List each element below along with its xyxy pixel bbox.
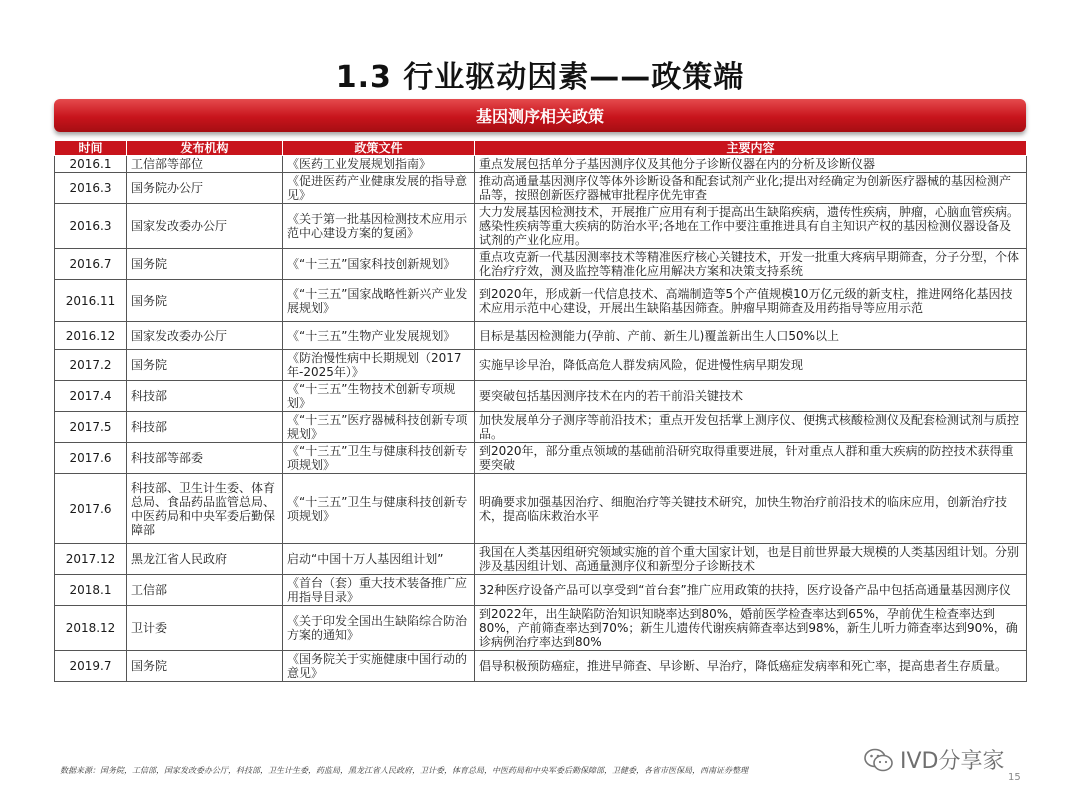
table-row xyxy=(55,350,1027,381)
cell-time: 2016.7 xyxy=(55,249,127,280)
cell-doc: 《“十三五”卫生与健康科技创新专项规划》 xyxy=(283,443,475,474)
cell-doc: 《关于印发全国出生缺陷综合防治方案的通知》 xyxy=(283,606,475,651)
cell-content: 重点发展包括单分子基因测序仪及其他分子诊断仪器在内的分析及诊断仪器 xyxy=(475,156,1027,173)
cell-doc: 《“十三五”国家科技创新规划》 xyxy=(283,249,475,280)
cell-org: 国务院 xyxy=(127,249,283,280)
table-row xyxy=(55,249,1027,280)
wechat-icon xyxy=(864,747,894,773)
cell-content: 到2020年，形成新一代信息技术、高端制造等5个产值规模10万亿元级的新支柱，推进网络化基因技术应用示范中心建设，开展出生缺陷基因筛查。肿瘤早期筛查及用药指导等应用示范 xyxy=(475,280,1027,322)
cell-doc: 《国务院关于实施健康中国行动的意见》 xyxy=(283,651,475,682)
cell-org: 科技部等部委 xyxy=(127,443,283,474)
cell-content: 到2022年，出生缺陷防治知识知晓率达到80%，婚前医学检查率达到65%，孕前优生检查率达到80%，产前筛查率达到70%；新生儿遗传代谢疾病筛查率达到98%，新生儿听力筛查率达到90%，确诊病例治疗率达到80% xyxy=(475,606,1027,651)
cell-doc: 《“十三五”生物技术创新专项规划》 xyxy=(283,381,475,412)
cell-doc: 启动“中国十万人基因组计划” xyxy=(283,544,475,575)
cell-doc: 《防治慢性病中长期规划（2017年-2025年）》 xyxy=(283,350,475,381)
header-content: 主要内容 xyxy=(475,141,1027,156)
cell-content: 目标是基因检测能力(孕前、产前、新生儿)覆盖新出生人口50%以上 xyxy=(475,322,1027,350)
cell-content: 重点攻克新一代基因测率技术等精准医疗核心关键技术，开发一批重大疼病早期筛查，分子分型，个体化治疗疗效，测及监控等精准化应用解决方案和决策支持系统 xyxy=(475,249,1027,280)
cell-org: 科技部、卫生计生委、体育总局、食品药品监管总局、中医药局和中央军委后勤保障部 xyxy=(127,474,283,544)
cell-time: 2016.3 xyxy=(55,173,127,204)
cell-content: 我国在人类基因组研究领域实施的首个重大国家计划，也是目前世界最大规模的人类基因组计划。分别涉及基因组计划、高通量测序仪和新型分子诊断技术 xyxy=(475,544,1027,575)
cell-org: 国家发改委办公厅 xyxy=(127,204,283,249)
table-row xyxy=(55,474,1027,544)
cell-content: 要突破包括基因测序技术在内的若干前沿关键技术 xyxy=(475,381,1027,412)
cell-content: 推动高通量基因测序仪等体外诊断设备和配套试剂产业化;提出对经确定为创新医疗器械的基因检测产品等，按照创新医疗器械审批程序优先审查 xyxy=(475,173,1027,204)
cell-content: 大力发展基因检测技术，开展推广应用有利于提高出生缺陷疾病，遗传性疾病，肿瘤，心脑血管疾病。感染性疾病等重大疾病的防治水平;各地在工作中要注重推进具有自主知识产权的基因检测仪器设备及试剂的产业化应用。 xyxy=(475,204,1027,249)
source-note: 数据来源：国务院，工信部，国家发改委办公厅，科技部，卫生计生委，药监局，黑龙江省人民政府，卫计委，体育总局，中医药局和中央军委后勤保障部，卫健委，各省市医保局，西南证券整理 xyxy=(60,766,748,775)
table-row xyxy=(55,443,1027,474)
cell-time: 2016.11 xyxy=(55,280,127,322)
cell-doc: 《促进医药产业健康发展的指导意见》 xyxy=(283,173,475,204)
table-row xyxy=(55,280,1027,322)
cell-content: 加快发展单分子测序等前沿技术；重点开发包括掌上测序仪、便携式核酸检测仪及配套检测试剂与质控品。 xyxy=(475,412,1027,443)
cell-org: 国务院 xyxy=(127,350,283,381)
cell-time: 2018.1 xyxy=(55,575,127,606)
table-row xyxy=(55,575,1027,606)
cell-time: 2019.7 xyxy=(55,651,127,682)
table-row xyxy=(55,381,1027,412)
page-number: 15 xyxy=(1008,772,1021,783)
table-row xyxy=(55,156,1027,173)
cell-doc: 《医药工业发展规划指南》 xyxy=(283,156,475,173)
cell-content: 到2020年，部分重点领域的基础前沿研究取得重要进展，针对重点人群和重大疾病的防控技术获得重要突破 xyxy=(475,443,1027,474)
table-row xyxy=(55,651,1027,682)
cell-content: 明确要求加强基因治疗、细胞治疗等关键技术研究，加快生物治疗前沿技术的临床应用，创新治疗技术，提高临床救治水平 xyxy=(475,474,1027,544)
cell-org: 国家发改委办公厅 xyxy=(127,322,283,350)
header-time: 时间 xyxy=(55,141,127,156)
header-org: 发布机构 xyxy=(127,141,283,156)
cell-org: 黑龙江省人民政府 xyxy=(127,544,283,575)
policy-table xyxy=(54,140,1027,682)
table-row xyxy=(55,322,1027,350)
watermark xyxy=(864,744,1004,775)
cell-org: 国务院 xyxy=(127,280,283,322)
table-row xyxy=(55,412,1027,443)
cell-content: 实施早诊早治，降低高危人群发病风险，促进慢性病早期发现 xyxy=(475,350,1027,381)
header-doc: 政策文件 xyxy=(283,141,475,156)
section-banner: 基因测序相关政策 xyxy=(54,99,1026,132)
table-row xyxy=(55,606,1027,651)
watermark-text: IVD分享家 xyxy=(900,749,1005,774)
cell-content: 倡导积极预防癌症，推进早筛查、早诊断、早治疗，降低癌症发病率和死亡率，提高患者生存质量。 xyxy=(475,651,1027,682)
cell-doc: 《首台（套）重大技术装备推广应用指导目录》 xyxy=(283,575,475,606)
cell-org: 国务院办公厅 xyxy=(127,173,283,204)
cell-time: 2016.1 xyxy=(55,156,127,173)
cell-content: 32种医疗设备产品可以享受到“首台套”推广应用政策的扶持，医疗设备产品中包括高通量基因测序仪 xyxy=(475,575,1027,606)
cell-time: 2017.6 xyxy=(55,474,127,544)
table-row xyxy=(55,173,1027,204)
cell-doc: 《“十三五”生物产业发展规划》 xyxy=(283,322,475,350)
cell-org: 科技部 xyxy=(127,412,283,443)
cell-doc: 《“十三五”医疗器械科技创新专项规划》 xyxy=(283,412,475,443)
table-header-row xyxy=(55,141,1027,156)
cell-org: 科技部 xyxy=(127,381,283,412)
cell-time: 2016.12 xyxy=(55,322,127,350)
cell-doc: 《关于第一批基因检测技术应用示范中心建设方案的复函》 xyxy=(283,204,475,249)
cell-time: 2018.12 xyxy=(55,606,127,651)
cell-org: 工信部 xyxy=(127,575,283,606)
table-row xyxy=(55,544,1027,575)
cell-time: 2016.3 xyxy=(55,204,127,249)
cell-org: 国务院 xyxy=(127,651,283,682)
table-row xyxy=(55,204,1027,249)
page-title: 1.3 行业驱动因素——政策端 xyxy=(335,60,745,95)
cell-time: 2017.5 xyxy=(55,412,127,443)
cell-time: 2017.6 xyxy=(55,443,127,474)
cell-doc: 《“十三五”国家战略性新兴产业发展规划》 xyxy=(283,280,475,322)
cell-time: 2017.12 xyxy=(55,544,127,575)
cell-org: 卫计委 xyxy=(127,606,283,651)
cell-time: 2017.2 xyxy=(55,350,127,381)
cell-org: 工信部等部位 xyxy=(127,156,283,173)
cell-doc: 《“十三五”卫生与健康科技创新专项规划》 xyxy=(283,474,475,544)
cell-time: 2017.4 xyxy=(55,381,127,412)
